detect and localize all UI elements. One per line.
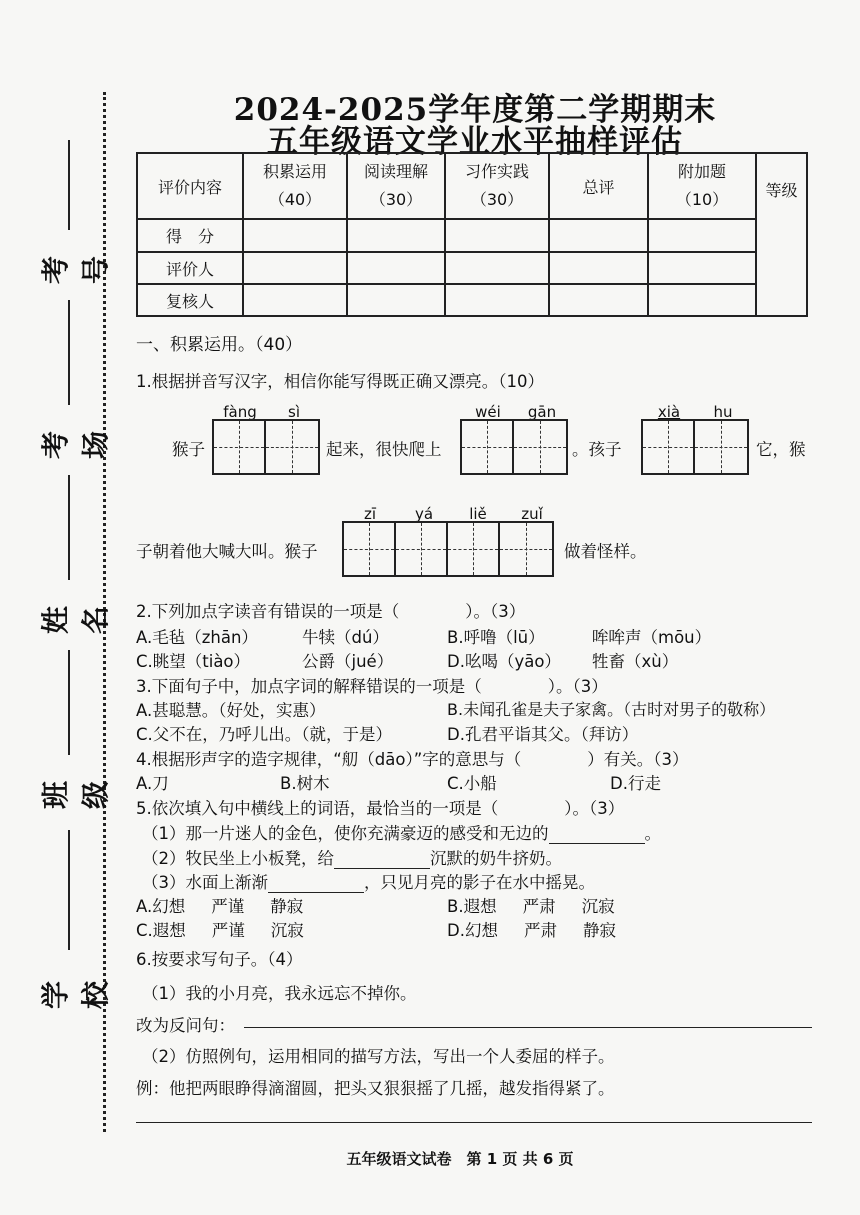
q6-sentence-2: （2）仿照例句，运用相同的描写方法，写出一个人委屈的样子。: [142, 1047, 615, 1066]
pinyin-fang: fàng: [223, 403, 257, 421]
score-table: [136, 152, 808, 317]
q1-text-5: 子朝着他大喊大叫。猴子: [136, 542, 318, 561]
q1-prompt: 1.根据拼音写汉字，相信你能写得既正确又漂亮。（10）: [136, 372, 544, 391]
q3-option-c: C.父不在，乃呼儿出。（就，于是）: [136, 725, 393, 744]
score-col-bonus: 附加题 （10）: [648, 153, 756, 219]
q6-answer-line-1[interactable]: [244, 1027, 812, 1028]
score-col-grade: 等级: [756, 153, 807, 316]
student-name-label: 姓名: [39, 606, 112, 635]
score-row-label: 评价人: [137, 252, 243, 284]
pinyin-hu: hu: [713, 403, 733, 421]
q4-option-a: A.刀: [136, 774, 169, 793]
q4-prompt: 4.根据形声字的造字规律，“舠（dāo）”字的意思与（ ）有关。（3）: [136, 750, 689, 769]
q2-option-c1: C.眺望（tiào）: [136, 652, 251, 671]
score-cell[interactable]: [347, 219, 445, 252]
q6-answer-line-2[interactable]: [136, 1122, 812, 1123]
q1-text-1: 猴子: [172, 440, 205, 459]
q2-option-a1: A.毛毡（zhān）: [136, 628, 258, 647]
q1-text-3: 。孩子: [572, 440, 622, 459]
score-row-label: 复核人: [137, 284, 243, 316]
q5-sentence-1: （1）那一片迷人的金色，使你充满豪迈的感受和无边的 。: [142, 824, 661, 843]
q6-example: 例：他把两眼睁得滴溜圆，把头又狠狠摇了几摇，越发指得紧了。: [136, 1079, 615, 1098]
q6-sentence-1: （1）我的小月亮，我永远忘不掉你。: [142, 984, 417, 1003]
q3-option-d: D.孔君平诣其父。（拜访）: [447, 725, 639, 744]
score-table-header-content: 评价内容: [137, 153, 243, 219]
q2-option-a2: 牛犊（dú）: [302, 628, 389, 647]
score-cell[interactable]: [445, 252, 549, 284]
exam-room-label: 考场: [39, 431, 112, 460]
q6-rhetorical-label: 改为反问句：: [136, 1016, 235, 1035]
section-heading: 一、积累运用。（40）: [136, 335, 303, 355]
exam-number-label: 考号: [39, 256, 112, 285]
char-grid-fangsi[interactable]: [212, 419, 320, 475]
student-name-line[interactable]: [68, 475, 70, 580]
score-cell[interactable]: [445, 219, 549, 252]
q1-text-4: 它，猴: [756, 440, 806, 459]
exam-number-line[interactable]: [68, 140, 70, 230]
pinyin-zui: zuǐ: [521, 505, 543, 523]
char-grid-ziyaliezui[interactable]: [342, 521, 554, 577]
pinyin-zi: zī: [363, 505, 377, 523]
char-grid-weigan[interactable]: [460, 419, 568, 475]
q5-option-b: B.遐想 严肃 沉寂: [447, 897, 615, 916]
score-row-label: 得 分: [137, 219, 243, 252]
pinyin-wei: wéi: [475, 403, 501, 421]
q2-option-b2: 哞哞声（mōu）: [592, 628, 712, 647]
q4-option-b: B.树木: [280, 774, 330, 793]
score-cell[interactable]: [648, 219, 756, 252]
pinyin-gan: gān: [527, 403, 557, 421]
score-cell[interactable]: [648, 252, 756, 284]
char-grid-xiahu[interactable]: [641, 419, 749, 475]
pinyin-si: sì: [288, 403, 300, 421]
exam-title-line2: 五年级语文学业水平抽样评估: [267, 124, 683, 160]
exam-title-line1: 2024-2025学年度第二学期期末: [233, 92, 717, 128]
score-cell[interactable]: [549, 252, 648, 284]
school-label: 学校: [39, 981, 112, 1010]
q1-text-2: 起来，很快爬上: [326, 440, 442, 459]
q4-option-d: D.行走: [610, 774, 661, 793]
score-cell[interactable]: [549, 284, 648, 316]
q5-option-d: D.幻想 严肃 静寂: [447, 921, 616, 940]
q2-option-c2: 公爵（jué）: [302, 652, 394, 671]
q5-option-c: C.遐想 严谨 沉寂: [136, 921, 304, 940]
score-cell[interactable]: [243, 252, 347, 284]
q5-sentence-3: （3）水面上渐渐 ，只见月亮的影子在水中摇晃。: [142, 873, 595, 892]
q3-option-a: A.甚聪慧。（好处，实惠）: [136, 701, 326, 720]
pinyin-ya: yá: [414, 505, 434, 523]
score-col-total: 总评: [549, 153, 648, 219]
score-col-writing: 习作实践 （30）: [445, 153, 549, 219]
score-col-reading: 阅读理解 （30）: [347, 153, 445, 219]
q2-option-d1: D.吆喝（yāo）: [447, 652, 561, 671]
pinyin-lie: liě: [469, 505, 487, 523]
score-cell[interactable]: [648, 284, 756, 316]
class-label: 班级: [39, 781, 112, 810]
q3-option-b: B.未闻孔雀是夫子家禽。（古时对男子的敬称）: [447, 700, 776, 719]
q2-prompt: 2.下列加点字读音有错误的一项是（ ）。（3）: [136, 602, 526, 621]
q4-option-c: C.小船: [447, 774, 497, 793]
score-cell[interactable]: [347, 284, 445, 316]
score-cell[interactable]: [243, 219, 347, 252]
q6-prompt: 6.按要求写句子。（4）: [136, 950, 303, 969]
q1-text-6: 做着怪样。: [564, 542, 647, 561]
score-cell[interactable]: [243, 284, 347, 316]
q2-option-d2: 牲畜（xù）: [592, 652, 679, 671]
score-cell[interactable]: [549, 219, 648, 252]
class-line[interactable]: [68, 650, 70, 755]
school-line[interactable]: [68, 830, 70, 950]
score-col-accumulation: 积累运用 （40）: [243, 153, 347, 219]
q5-blank-1[interactable]: [549, 843, 645, 844]
page-footer: 五年级语文试卷 第 1 页 共 6 页: [346, 1150, 574, 1168]
score-cell[interactable]: [445, 284, 549, 316]
pinyin-xia: xià: [657, 403, 681, 421]
q2-option-b1: B.呼噜（lū）: [447, 628, 545, 647]
q3-prompt: 3.下面句子中，加点字词的解释错误的一项是（ ）。（3）: [136, 677, 608, 696]
score-cell[interactable]: [347, 252, 445, 284]
q5-option-a: A.幻想 严谨 静寂: [136, 897, 304, 916]
q5-prompt: 5.依次填入句中横线上的词语，最恰当的一项是（ ）。（3）: [136, 799, 625, 818]
q5-sentence-2: （2）牧民坐上小板凳，给 沉默的奶牛挤奶。: [142, 849, 562, 868]
exam-room-line[interactable]: [68, 300, 70, 405]
